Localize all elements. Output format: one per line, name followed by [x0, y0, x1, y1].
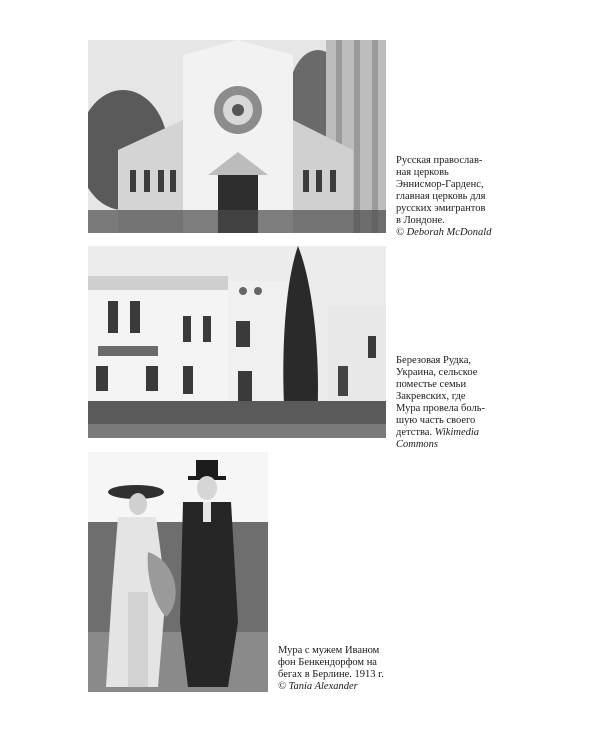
estate-photo	[88, 246, 386, 438]
caption-line: Мура провела боль-	[396, 403, 486, 414]
photo-credit-continued: Commons	[396, 439, 439, 450]
caption-line: фон Бенкендорфом на	[278, 657, 377, 668]
caption-line: Мура с мужем Иваном	[278, 645, 380, 656]
photo-credit: © Tania Alexander	[278, 681, 358, 692]
caption-line: русских эмигрантов	[396, 203, 486, 214]
caption-line: Русская православ-	[396, 155, 483, 166]
caption-line	[396, 427, 586, 439]
caption-line: поместье семьи	[396, 379, 467, 390]
church-caption	[396, 155, 586, 239]
estate-caption	[396, 355, 586, 451]
caption-line: Березовая Рудка,	[396, 355, 471, 366]
caption-line: шую часть своего	[396, 415, 476, 426]
caption-line: Эннисмор-Гарденс,	[396, 179, 484, 190]
caption-line: бегах в Берлине. 1913 г.	[278, 669, 384, 680]
caption-text: детства.	[396, 427, 433, 438]
caption-line: Закревских, где	[396, 391, 466, 402]
photo-credit: Wikimedia	[434, 427, 480, 438]
caption-line: в Лондоне.	[396, 215, 445, 226]
caption-line: ная церковь	[396, 167, 449, 178]
couple-photo	[88, 452, 268, 692]
photo-credit: © Deborah McDonald	[396, 227, 492, 238]
couple-caption	[278, 645, 478, 693]
church-photo	[88, 40, 386, 233]
caption-line: Украина, сельское	[396, 367, 478, 378]
caption-line: главная церковь для	[396, 191, 486, 202]
